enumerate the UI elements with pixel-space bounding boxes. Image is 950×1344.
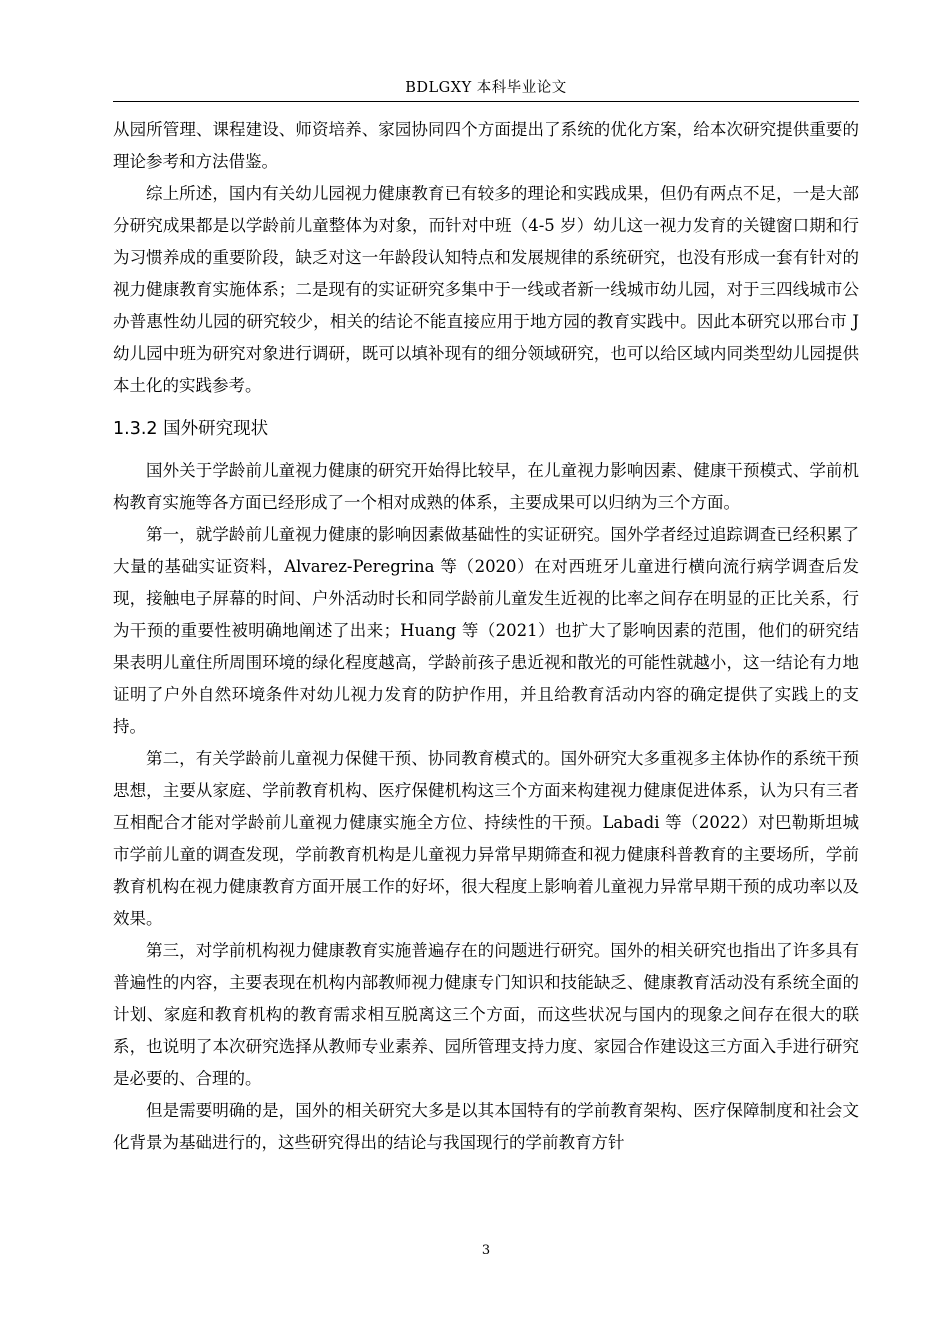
section-heading: 1.3.2 国外研究现状 [113, 419, 269, 439]
page-number: 3 [481, 1243, 491, 1258]
running-header: BDLGXY 本科毕业论文 [405, 80, 567, 96]
paragraph-foreign-limitations: 但是需要明确的是，国外的相关研究大多是以其本国特有的学前教育架构、医疗保障制度和社会文化背景为基础进行的，这些研究得出的结论与我国现行的学前教育方针 [113, 1101, 859, 1152]
paragraph-foreign-first: 第一，就学龄前儿童视力健康的影响因素做基础性的实证研究。国外学者经过追踪调查已经积累了大量的基础实证资料，Alvarez-Peregrina 等（2020）在对西班牙儿童进行横向流行病学调查后发现，接触电子屏幕的时间、户外活动时长和同学龄前儿童发生近视的比率之间存在明显的正比关系，行为干预的重要性被明确地阐述了出来；Huang 等（2021）也扩大了影响因素的范围，他们的研究结果表明儿童住所周围环境的绿化程度越高，学龄前孩子患近视和散光的可能性就越小，这一结论有力地证明了户外自然环境条件对幼儿视力发育的防护作用，并且给教育活动内容的确定提供了实践上的支持。 [113, 525, 859, 736]
paragraph-domestic-summary: 综上所述，国内有关幼儿园视力健康教育已有较多的理论和实践成果，但仍有两点不足，一是大部分研究成果都是以学龄前儿童整体为对象，而针对中班（4-5 岁）幼儿这一视力发育的关键窗口期和行为习惯养成的重要阶段，缺乏对这一年龄段认知特点和发展规律的系统研究，也没有形成一套有针对的视力健康教育实施体系；二是现有的实证研究多集中于一线或者新一线城市幼儿园，对于三四线城市公办普惠性幼儿园的研究较少，相关的结论不能直接应用于地方园的教育实践中。因此本研究以邢台市 J 幼儿园中班为研究对象进行调研，既可以填补现有的细分领域研究，也可以给区域内同类型幼儿园提供本土化的实践参考。 [113, 184, 859, 395]
paragraph-continuation: 从园所管理、课程建设、师资培养、家园协同四个方面提出了系统的优化方案，给本次研究提供重要的理论参考和方法借鉴。 [113, 120, 859, 171]
paragraph-foreign-third: 第三，对学前机构视力健康教育实施普遍存在的问题进行研究。国外的相关研究也指出了许多具有普遍性的内容，主要表现在机构内部教师视力健康专门知识和技能缺乏、健康教育活动没有系统全面的计划、家庭和教育机构的教育需求相互脱离这三个方面，而这些状况与国内的现象之间存在很大的联系，也说明了本次研究选择从教师专业素养、园所管理支持力度、家园合作建设这三方面入手进行研究是必要的、合理的。 [113, 941, 859, 1088]
page-body [113, 114, 859, 1159]
header-rule [113, 101, 859, 102]
paragraph-foreign-second: 第二，有关学龄前儿童视力保健干预、协同教育模式的。国外研究大多重视多主体协作的系统干预思想，主要从家庭、学前教育机构、医疗保健机构这三个方面来构建视力健康促进体系，认为只有三者互相配合才能对学龄前儿童视力健康实施全方位、持续性的干预。Labadi 等（2022）对巴勒斯坦城市学前儿童的调查发现，学前教育机构是儿童视力异常早期筛查和视力健康科普教育的主要场所，学前教育机构在视力健康教育方面开展工作的好坏，很大程度上影响着儿童视力异常早期干预的成功率以及效果。 [113, 749, 859, 928]
paragraph-foreign-intro: 国外关于学龄前儿童视力健康的研究开始得比较早，在儿童视力影响因素、健康干预模式、学前机构教育实施等各方面已经形成了一个相对成熟的体系，主要成果可以归纳为三个方面。 [113, 461, 859, 512]
